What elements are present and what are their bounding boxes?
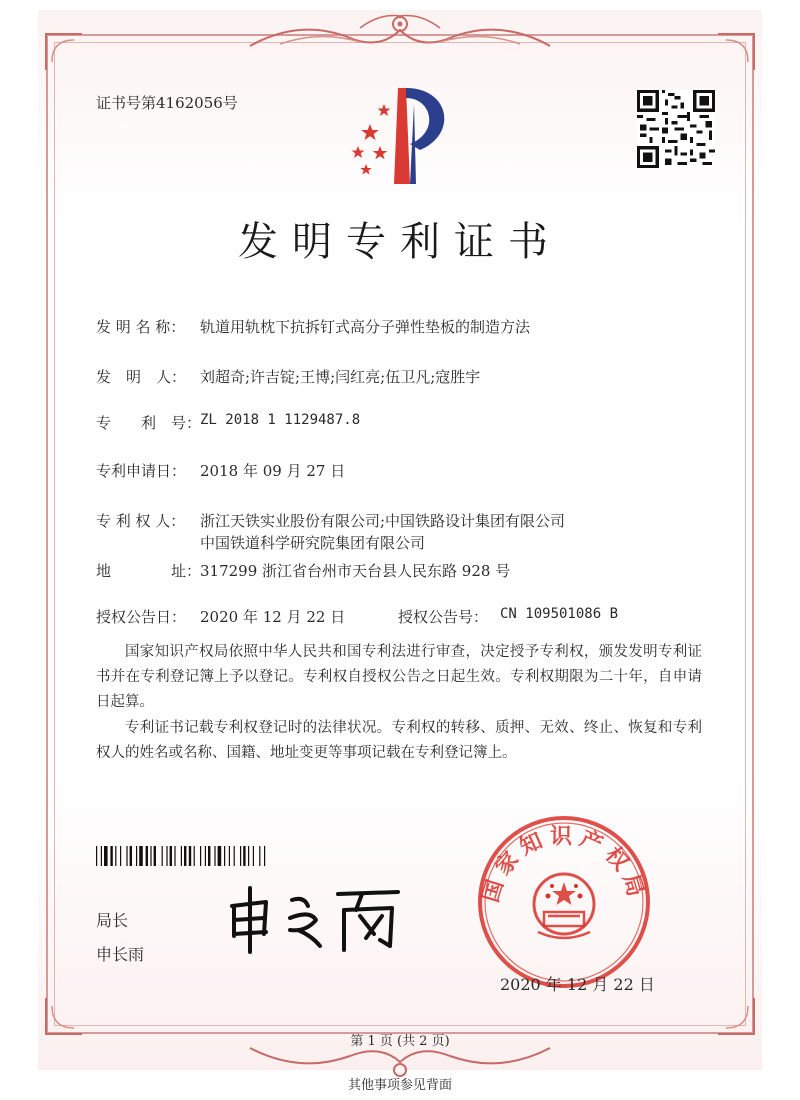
patent-office-logo-icon [340, 84, 460, 189]
application-date-label: 专利申请日： [96, 462, 187, 480]
corner-ornament [716, 32, 756, 72]
grant-number-value: CN 109501086 B [500, 606, 619, 622]
seal-text: 国家知识产权局 [478, 824, 650, 906]
official-seal [474, 812, 654, 992]
patentee-label: 专 利 权 人： [96, 512, 186, 530]
seal-date: 2020 年 12 月 22 日 [500, 975, 655, 994]
patent-number-value: ZL 2018 1 1129487.8 [200, 412, 361, 428]
application-date-value: 2018 年 09 月 27 日 [200, 462, 346, 480]
grant-statement-paragraph: 国家知识产权局依照中华人民共和国专利法进行审查，决定授予专利权，颁发发明专利证书并在专利登记簿上予以登记。专利权自授权公告之日起生效。专利权期限为二十年，自申请日起算。 [96, 644, 702, 710]
legal-status-paragraph: 专利证书记载专利权登记时的法律状况。专利权的转移、质押、无效、终止、恢复和专利权人的姓名或名称、国籍、地址变更等事项记载在专利登记簿上。 [96, 720, 702, 761]
handwritten-signature [220, 880, 410, 960]
patentee-value: 浙江天铁实业股份有限公司;中国铁路设计集团有限公司 [200, 512, 566, 530]
signer-name: 申长雨 [96, 945, 145, 964]
page-info: 第 1 页 (共 2 页) [350, 1034, 450, 1049]
invention-name-label: 发 明 名 称： [96, 318, 186, 336]
invention-name-value: 轨道用轨枕下抗拆钉式高分子弹性垫板的制造方法 [200, 318, 531, 336]
address-value: 317299 浙江省台州市天台县人民东路 928 号 [200, 562, 511, 580]
patent-number-label: 专 利 号： [96, 414, 202, 432]
barcode [96, 846, 332, 866]
certificate-title: 发明专利证书 [238, 219, 562, 265]
grant-date-label: 授权公告日： [96, 608, 187, 626]
patentee-value-line2: 中国铁道科学研究院集团有限公司 [200, 534, 426, 552]
inventor-label: 发 明 人： [96, 368, 187, 386]
corner-ornament [44, 32, 84, 72]
certificate-number: 证书号第4162056号 [96, 94, 238, 112]
grant-number-label: 授权公告号： [398, 608, 489, 626]
signer-title: 局长 [96, 911, 129, 930]
top-ornament [240, 8, 560, 58]
back-note: 其他事项参见背面 [347, 1078, 452, 1093]
qr-code [637, 90, 715, 168]
address-label: 地 址： [96, 562, 202, 580]
grant-date-value: 2020 年 12 月 22 日 [200, 608, 346, 626]
inventor-value: 刘超奇;许吉锭;王博;闫红亮;伍卫凡;寇胜宇 [200, 368, 481, 386]
